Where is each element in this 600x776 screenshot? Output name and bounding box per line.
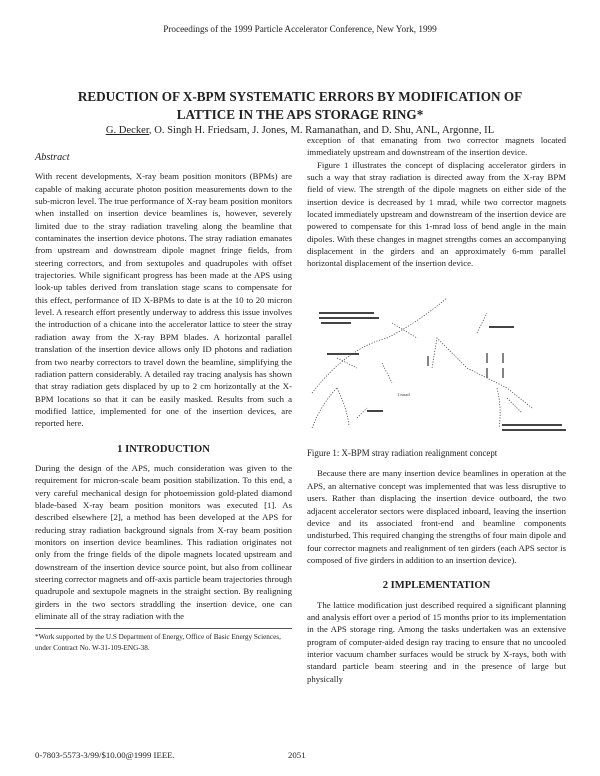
abstract-text: With recent developments, X-ray beam position monitors (BPMs) are capable of making accurate photon position measurements down to the sub-micron level. The true performance of X-ray beam position monitors when installed on insertion device beamlines is, however, severely limited due to the stray radiation traveling along the beamline that contaminates the insertion device photons. The stray radiation emanates from upstream and downstream dipole magnet fringe fields, from steering correctors, and from sextupoles and quadrupoles with offset trajectories. While significant progress has been made at the APS using look-up tables derived from translation stage scans to compensate for this effect, performance of ID X-BPMs to date is at the 10 to 20 micron level. A research effort presently underway to address this issue involves the introduction of a chicane into the accelerator lattice to steer the stray radiation away from the X-ray BPM blades. A horizontal parallel translation of the insertion device allows only ID photons and radiation from two nearby correctors to travel down the beamline, simplifying the radiation pattern considerably. A detailed ray tracing analysis has shown that stray radiation gets displaced by up to 2 cm horizontally at the X-BPM locations so that it can be easily masked. Results from such a modified lattice, implemented for one of the insertion devices, are reported here. [35,171,292,429]
paragraph: Figure 1 illustrates the concept of displacing accelerator girders in such a way that stray radiation is directed away from the X-ray BPM field of view. The strength of the dipole magnets on either side of the insertion device is decreased by 1 mrad, while two corrector magnets located immediately upstream and downstream of the insertion device are powered to compensate for this 1-mrad loss of bend angle in the main dipoles. With these changes in magnet strengths comes an accompanying displacement in the girders and an approximately 6-mm parallel horizontal displacement of the insertion device. [307,159,566,269]
author-link[interactable]: G. Decker [105,125,149,136]
page-footer [0,750,600,762]
x-bpm-blades [428,353,503,378]
leader-lines [337,313,487,418]
paper-title [40,88,560,124]
figure-1-diagram [307,278,566,438]
section-1-heading: 1 INTRODUCTION [117,443,210,455]
section-1-text: During the design of the APS, much consideration was given to the requirement for micron-scale beam position stabilization. To this end, a very careful mechanical design for photoemission gold-plated diamond blade-based X-ray beam position monitors was executed [1]. As described elsewhere [2], a method has been developed at the APS for reducing stray radiation background signals from X-ray beam position monitors on insertion device beamlines. This radiation originates not only from the fringe fields of the dipole magnets located upstream and downstream of the insertion device source point, but also from collinear steering corrector magnets and off-axis particle beam trajectories through quadrupole and sextupole magnets in the straight section. By realigning girders in the two sectors straddling the insertion device, one can eliminate all of the stray radiation with the [35,462,292,622]
copyright-line: 0-7803-5573-3/99/$10.00@1999 IEEE. [35,750,175,760]
right-beam-path [432,338,532,428]
page-number: 2051 [288,750,306,760]
section-2-text: The lattice modification just described required a significant planning and analysis effort over a period of 15 months prior to its implementation in the APS storage ring. Among the tasks undertaken was an extensive program of computer-aided design ray tracing to ensure that no uncooled interior vacuum chamber surfaces would be struck by X-rays, both with standard particle beam steering and in the presence of large but physically [307,599,566,684]
section-2-heading: 2 IMPLEMENTATION [382,580,491,592]
title-line-1: REDUCTION OF X-BPM SYSTEMATIC ERRORS BY MODIFICATION OF [77,89,523,104]
paragraph: Because there are many insertion device beamlines in operation at the APS, an alternative concept was implemented that was less disruptive to users. Rather than displacing the insertion device outboard, the two adjacent accelerator sectors were displaced inboard, leaving the insertion device and its associated front-end and beamline components undisturbed. This required changing the strengths of four main dipole and four corrector magnets and realignment of ten girders (each APS sector is composed of five girders in addition to an insertion device). [307,468,566,565]
illegible-label-marks [319,312,566,431]
running-header: Proceedings of the 1999 Particle Accelerator Conference, New York, 1999 [163,24,437,34]
authors-rest: , O. Singh H. Friedsam, J. Jones, M. Ramanathan, and D. Shu, ANL, Argonne, IL [148,125,495,136]
figure-caption: Figure 1: X-BPM stray radiation realignment concept [307,448,498,459]
footnote: *Work supported by the U.S Department of Energy, Office of Basic Energy Sciences, under Contract No. W-31-109-ENG-38. [35,628,292,654]
continued-paragraph: exception of that emanating from two corrector magnets located immediately upstream and downstream of the insertion device. [307,135,566,158]
figure-label-1mrad: 1 mrad [397,391,410,397]
abstract-heading: Abstract [35,152,70,163]
left-column [35,152,292,654]
right-column [307,134,566,685]
title-line-2: LATTICE IN THE APS STORAGE RING* [176,107,424,122]
